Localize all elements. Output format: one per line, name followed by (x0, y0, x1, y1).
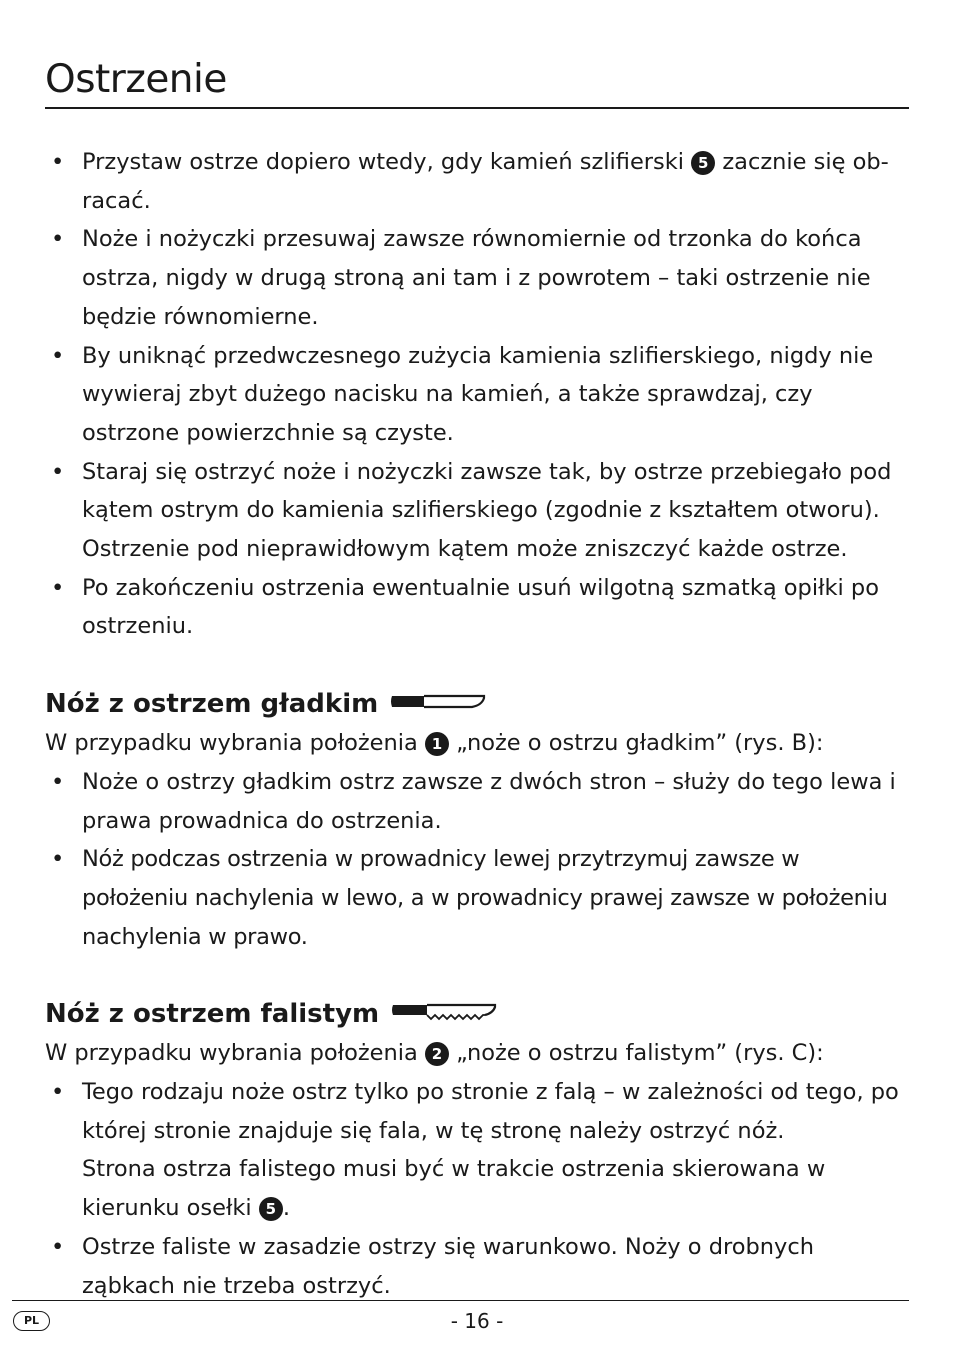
number-badge: 2 (425, 1042, 449, 1066)
list-item: • Tego rodzaju noże ostrz tylko po stronie z falą – w zależności od tego, po której stronie znajduje się fala, w tę stronę należy ostrzyć nóż. Strona ostrza falistego musi być w trakcie ostrzenia skierowana w kierunku osełki 5 . (45, 1073, 909, 1228)
list-item: • By uniknąć przedwczesnego zużycia kamienia szlifierskiego, nigdy nie wywieraj zbyt dużego nacisku na kamień, a także sprawdzaj, czy ostrzone powierzchnie są czyste. (45, 337, 909, 453)
title-divider (45, 107, 909, 109)
serrated-intro: W przypadku wybrania położenia 2 „noże o ostrzu falistym” (rys. C): (45, 1040, 824, 1067)
list-item: • Po zakończeniu ostrzenia ewentualnie usuń wilgotną szmatką opiłki po ostrzeniu. (45, 569, 909, 646)
list-item: • Noże i nożyczki przesuwaj zawsze równomiernie od trzonka do końca ostrza, nigdy w drugą stroną ani tam i z powrotem – taki ostrzenie nie będzie równomierne. (45, 220, 909, 336)
smooth-knife-icon (388, 684, 486, 724)
list-item: • Ostrze faliste w zasadzie ostrzy się warunkowo. Noży o drobnych ząbkach nie trzeba ostrzyć. (45, 1228, 909, 1305)
footer-divider (12, 1300, 909, 1301)
serrated-knife-icon (389, 994, 497, 1034)
number-badge: 5 (691, 151, 715, 175)
page-content (45, 143, 909, 1305)
list-item: • Noże o ostrzy gładkim ostrz zawsze z dwóch stron – służy do tego lewa i prawa prowadnica do ostrzenia. (45, 763, 909, 840)
intro-bullet-list (45, 143, 909, 646)
section-heading-smooth: Nóż z ostrzem gładkim (45, 684, 909, 724)
list-item: • Nóż podczas ostrzenia w prowadnicy lewej przytrzymuj zawsze w położeniu nachylenia w lewo, a w prowadnicy prawej zawsze w położeniu nachylenia w prawo. (45, 840, 909, 956)
language-badge: PL (13, 1311, 50, 1331)
page-number: - 16 - (450, 1309, 504, 1333)
list-item: • Przystaw ostrze dopiero wtedy, gdy kamień szlifierski 5 zacznie się ob-racać. (45, 143, 909, 220)
smooth-intro: W przypadku wybrania położenia 1 „noże o ostrzu gładkim” (rys. B): (45, 730, 824, 757)
number-badge: 1 (425, 732, 449, 756)
section-heading-serrated: Nóż z ostrzem falistym (45, 994, 909, 1034)
serrated-bullet-list (45, 1073, 909, 1305)
list-item: • Staraj się ostrzyć noże i nożyczki zawsze tak, by ostrze przebiegało pod kątem ostrym do kamienia szlifierskiego (zgodnie z kształtem otworu). Ostrzenie pod nieprawidłowym kątem może zniszczyć każde ostrze. (45, 453, 909, 569)
number-badge: 5 (259, 1197, 283, 1221)
smooth-bullet-list (45, 763, 909, 957)
page-title: Ostrzenie (45, 57, 227, 102)
